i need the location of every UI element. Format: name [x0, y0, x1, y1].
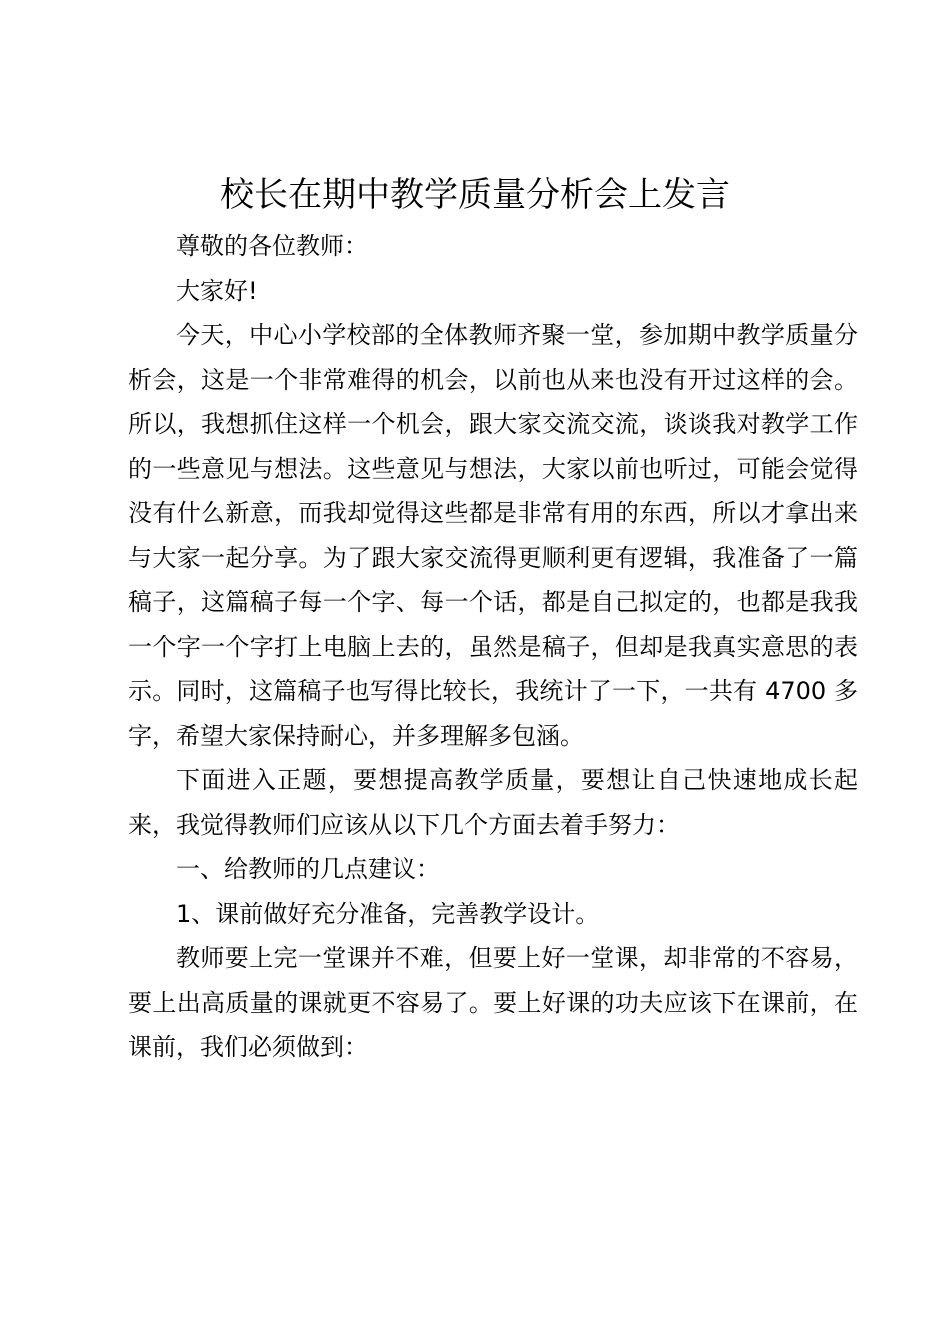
intro-paragraph: 今天，中心小学校部的全体教师齐聚一堂，参加期中教学质量分析会，这是一个非常难得的机会，以前也从来也没有开过这样的会。所以，我想抓住这样一个机会，跟大家交流交流，谈谈我对教学工作的一些意见与想法。这些意见与想法，大家以前也听过，可能会觉得没有什么新意，而我却觉得这些都是非常有用的东西，所以才拿出来与大家一起分享。为了跟大家交流得更顺利更有逻辑，我准备了一篇稿子，这篇稿子每一个字、每一个话，都是自己拟定的，也都是我我一个字一个字打上电脑上去的，虽然是稿子，但却是我真实意思的表示。同时，这篇稿子也写得比较长，我统计了一下，一共有 4700 多字，希望大家保持耐心，并多理解多包涵。: [128, 321, 858, 750]
section-heading: 一、给教师的几点建议：: [176, 855, 440, 883]
salutation: 尊敬的各位教师：: [176, 232, 368, 260]
greeting: 大家好!: [176, 276, 258, 305]
body-paragraph: 教师要上完一堂课并不难，但要上好一堂课，却非常的不容易，要上出高质量的课就更不容易了。要上好课的功夫应该下在课前，在课前，我们必须做到：: [128, 944, 858, 1061]
subsection-heading: 1、课前做好充分准备，完善教学设计。: [176, 899, 600, 928]
document-title: 校长在期中教学质量分析会上发言: [220, 175, 730, 215]
transition-paragraph: 下面进入正题，要想提高教学质量，要想让自己快速地成长起来，我觉得教师们应该从以下几个方面去着手努力：: [128, 766, 858, 839]
document-body: [128, 224, 858, 1070]
